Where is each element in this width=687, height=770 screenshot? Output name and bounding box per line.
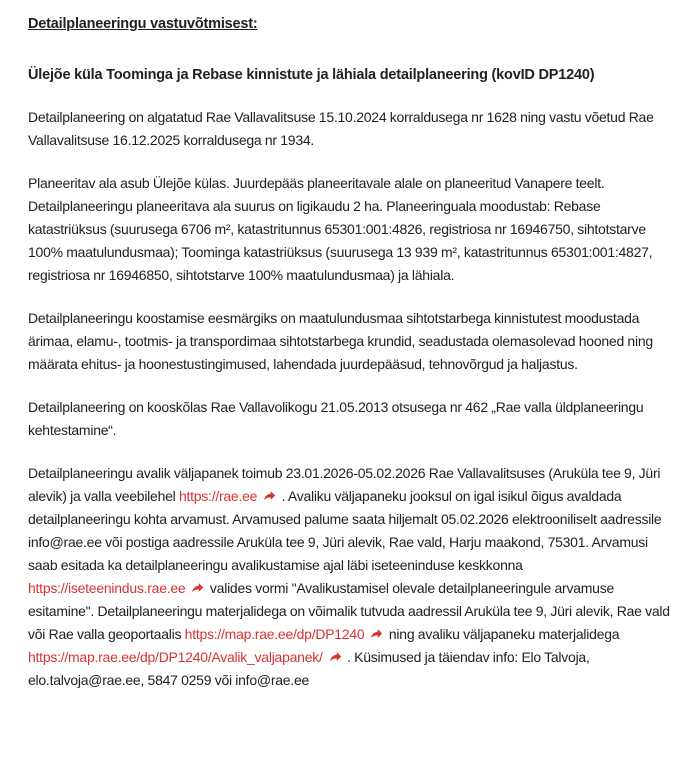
text-run: ning avaliku väljapaneku materjalidega — [385, 626, 620, 642]
text-run: Detailplaneeringu avalik väljapanek toimub 23.01.2026-05.02.2026 Rae Vallavalitsuses (Aruküla tee 9, Jüri alevik) ja valla veebilehel — [28, 465, 661, 504]
text-run: valides vormi "Avalikustamisel olevale detailplaneeringule arvamuse esitamine". Detailplaneeringu materjalidega on võimalik tutvuda aadressil Aruküla tee 9, Jüri alevik, Rae vald või Rae valla geoportaalis — [28, 580, 670, 642]
external-link-arrow-icon[interactable] — [261, 488, 278, 503]
external-link-label[interactable]: https://rae.ee — [178, 488, 258, 504]
external-link-arrow-icon[interactable] — [368, 626, 385, 641]
text-run: . Küsimused ja täiendav info: Elo Talvoja, elo.talvoja@rae.ee, 5847 0259 või info@rae.ee — [28, 649, 590, 688]
paragraph — [28, 172, 671, 287]
paragraph — [28, 396, 671, 442]
external-link-arrow-icon[interactable] — [327, 649, 344, 664]
text-run: Detailplaneering on kooskõlas Rae Vallavolikogu 21.05.2013 otsusega nr 462 „Rae valla üldplaneeringu kehtestamine“. — [28, 399, 644, 438]
text-run: Detailplaneeringu koostamise eesmärgiks on maatulundusmaa sihtotstarbega kinnistutest moodustada ärimaa, elamu-, tootmis- ja transpordimaa sihtotstarbega krundid, seadustada olemasolevad hooned ning määrata ehitus- ja hoonestustingimused, lahendada juurdepääsud, tehnovõrgud ja haljastus. — [28, 310, 653, 372]
paragraph — [28, 462, 671, 692]
document-paragraphs — [28, 106, 671, 692]
paragraph — [28, 307, 671, 376]
external-link[interactable] — [185, 626, 386, 642]
external-link-label[interactable]: https://map.rae.ee/dp/DP1240/Avalik_valjapanek/ — [28, 649, 323, 665]
text-run: Planeeritav ala asub Ülejõe külas. Juurdepääs planeeritavale alale on planeeritud Vanapere teelt. Detailplaneeringu planeeritava ala suurus on ligikaudu 2 ha. Planeeringuala moodustab: Rebase katastriüksus (suurusega 6706 m², katastritunnus 65301:001:4826, registriosa nr 16946750, sihtotstarve 100% maatulundusmaa); Toominga katastriüksus (suurusega 13 939 m², katastritunnus 65301:001:4827, registriosa nr 16946850, sihtotstarve 100% maatulundusmaa) ja lähiala. — [28, 175, 653, 283]
external-link-arrow-icon[interactable] — [189, 580, 206, 595]
external-link[interactable] — [179, 488, 278, 504]
external-link[interactable] — [28, 580, 206, 596]
paragraph — [28, 106, 671, 152]
document-subtitle: Ülejõe küla Toominga ja Rebase kinnistute ja lähiala detailplaneering (kovID DP1240) — [28, 67, 595, 83]
page-title: Detailplaneeringu vastuvõtmisest: — [28, 16, 258, 32]
external-link-label[interactable]: https://iseteenindus.rae.ee — [28, 580, 186, 596]
text-run: . Avaliku väljapaneku jooksul on igal isikul õigus avaldada detailplaneeringu kohta arvamust. Arvamused palume saata hiljemalt 05.02.2026 elektrooniliselt aadressile info@rae.ee või postiga aadressile Aruküla tee 9, Jüri alevik, Rae vald, Harju maakond, 75301. Arvamusi saab esitada ka detailplaneeringu avalikustamise ajal läbi iseteeninduse keskkonna — [28, 488, 662, 573]
external-link[interactable] — [28, 649, 344, 665]
text-run: Detailplaneering on algatatud Rae Vallavalitsuse 15.10.2024 korraldusega nr 1628 ning vastu võetud Rae Vallavalitsuse 16.12.2025 korraldusega nr 1934. — [28, 109, 654, 148]
external-link-label[interactable]: https://map.rae.ee/dp/DP1240 — [184, 626, 365, 642]
